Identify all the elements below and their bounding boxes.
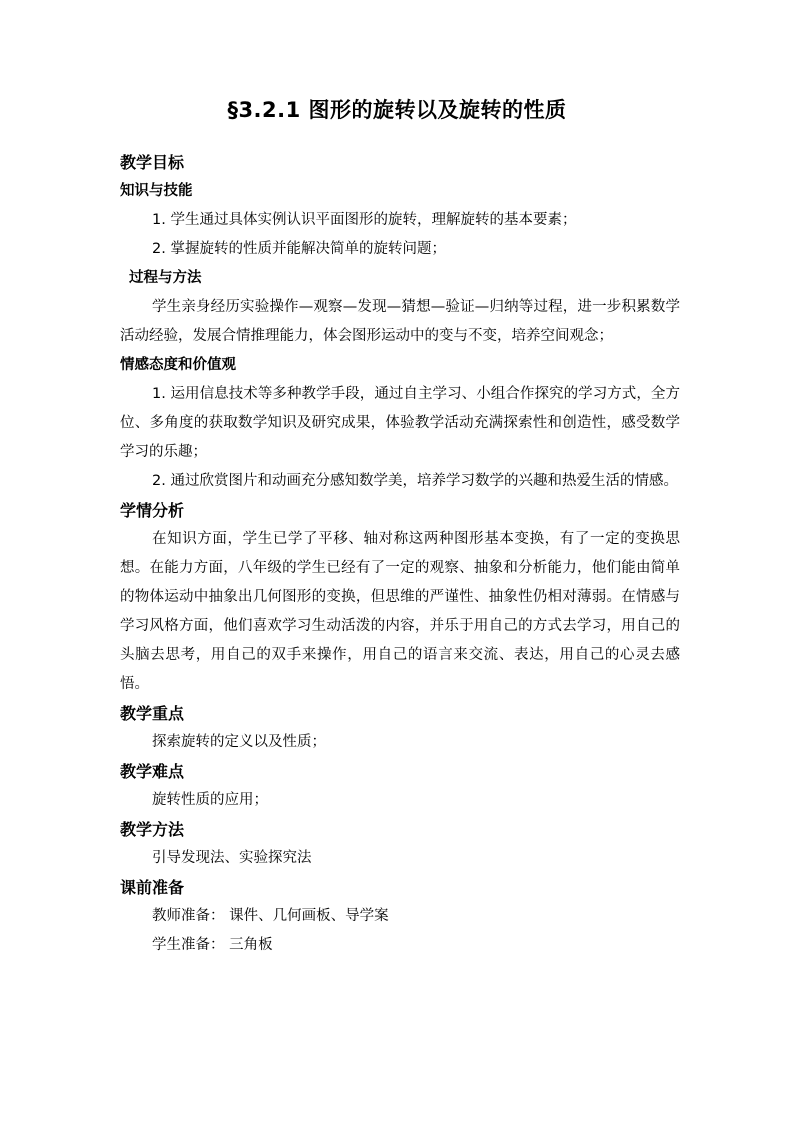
knowledge-skills-heading: 知识与技能 <box>120 183 193 199</box>
document-body <box>120 148 680 960</box>
emotion-values-heading: 情感态度和价值观 <box>120 357 236 373</box>
process-method-text: 学生亲身经历实验操作—观察—发现—猜想—验证—归纳等过程，进一步积累数学活动经验，发展合情推理能力，体会图形运动中的变与不变，培养空间观念； <box>120 299 680 344</box>
key-points-heading: 教学重点 <box>120 704 185 723</box>
page-title: §3.2.1 图形的旋转以及旋转的性质 <box>227 98 567 122</box>
teaching-goals-heading: 教学目标 <box>120 153 185 172</box>
key-points-text: 探索旋转的定义以及性质； <box>152 734 326 750</box>
knowledge-item-2: 2. 掌握旋转的性质并能解决简单的旋转问题； <box>152 241 446 257</box>
process-method-heading: 过程与方法 <box>129 270 202 286</box>
emotion-item-2: 2. 通过欣赏图片和动画充分感知数学美，培养学习数学的兴趣和热爱生活的情感。 <box>152 473 678 489</box>
preparation-heading: 课前准备 <box>120 878 185 897</box>
teacher-preparation: 教师准备： 课件、几何画板、导学案 <box>152 908 389 924</box>
difficult-points-text: 旋转性质的应用； <box>152 792 268 808</box>
teaching-method-text: 引导发现法、实验探究法 <box>152 850 312 866</box>
emotion-item-1: 1. 运用信息技术等多种教学手段，通过自主学习、小组合作探究的学习方式，全方位、多角度的获取数学知识及研究成果，体验教学活动充满探索性和创造性，感受数学学习的乐趣； <box>120 386 680 460</box>
teaching-method-heading: 教学方法 <box>120 820 185 839</box>
knowledge-item-1: 1. 学生通过具体实例认识平面图形的旋转，理解旋转的基本要素； <box>152 212 577 228</box>
difficult-points-heading: 教学难点 <box>120 762 185 781</box>
student-preparation: 学生准备： 三角板 <box>152 937 273 953</box>
student-analysis-text: 在知识方面，学生已学了平移、轴对称这两种图形基本变换，有了一定的变换思想。在能力方面，八年级的学生已经有了一定的观察、抽象和分析能力，他们能由简单的物体运动中抽象出几何图形的变换，但思维的严谨性、抽象性仍相对薄弱。在情感与学习风格方面，他们喜欢学习生动活泼的内容，并乐于用自己的方式去学习，用自己的头脑去思考，用自己的双手来操作，用自己的语言来交流、表达，用自己的心灵去感悟。 <box>120 531 680 692</box>
student-analysis-heading: 学情分析 <box>120 501 185 520</box>
